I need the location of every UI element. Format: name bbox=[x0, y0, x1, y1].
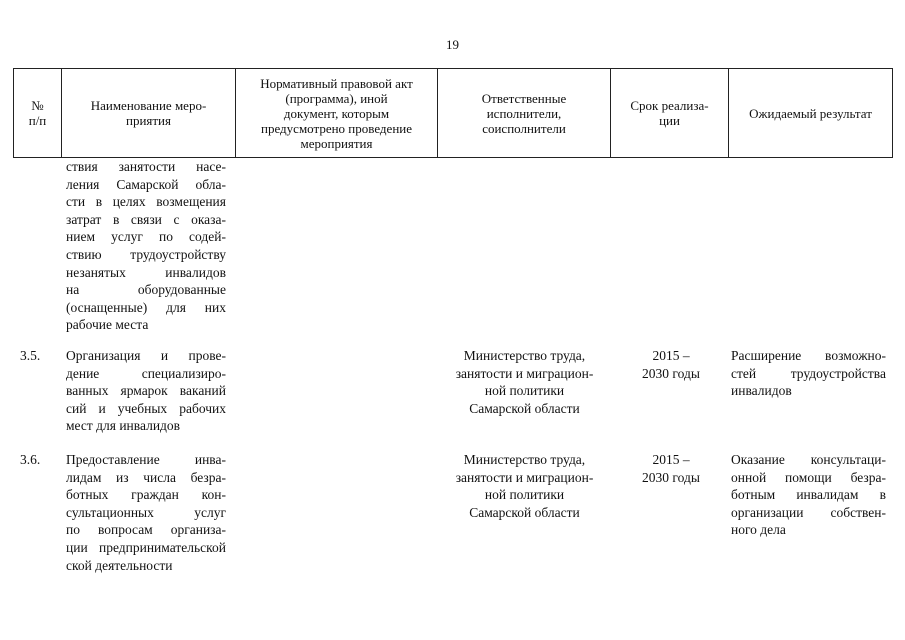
row-term-cell: 2015 – 2030 годы bbox=[642, 348, 700, 381]
row-name-cell: Предоставление инва- лидам из числа безра- ботных граждан кон- сультационных услуг по вопросам организа- ции предпринимательской ской деятельности bbox=[66, 452, 226, 573]
row-responsible-cell: Министерство труда, занятости и миграцион- ной политики Самарской области bbox=[455, 348, 594, 416]
row-responsible-cell: Министерство труда, занятости и миграцион- ной политики Самарской области bbox=[455, 452, 594, 520]
header-name: Наименование меро- приятия bbox=[62, 69, 236, 158]
header-legal-act: Нормативный правовой акт (программа), иной документ, которым предусмотрено проведение мероприятия bbox=[236, 69, 438, 158]
row-name-cell: Организация и прове- дение специализиро- ванных ярмарок ваканий сий и учебных рабочих мест для инвалидов bbox=[66, 348, 226, 434]
row-result-cell: Оказание консультаци- онной помощи безра- ботным инвалидам в организации собствен- ного дела bbox=[731, 452, 886, 538]
header-number: № п/п bbox=[14, 69, 62, 158]
page-number: 19 bbox=[446, 37, 459, 52]
table-header bbox=[13, 68, 893, 158]
header-responsible: Ответственные исполнители, соисполнители bbox=[438, 69, 611, 158]
row-number: 3.6. bbox=[20, 452, 41, 467]
row-result-cell: Расширение возможно- стей трудоустройства инвалидов bbox=[731, 348, 886, 399]
header-term: Срок реализа- ции bbox=[611, 69, 729, 158]
continuation-name-cell: ствия занятости насе- ления Самарской обла- сти в целях возмещения затрат в связи с оказа- нием услуг по содей- ствию трудоустройству незанятых инвалидов на оборудованные (оснащенные) для них рабочие места bbox=[66, 159, 226, 333]
row-number: 3.5. bbox=[20, 348, 41, 363]
header-result: Ожидаемый результат bbox=[729, 69, 893, 158]
row-term-cell: 2015 – 2030 годы bbox=[642, 452, 700, 485]
